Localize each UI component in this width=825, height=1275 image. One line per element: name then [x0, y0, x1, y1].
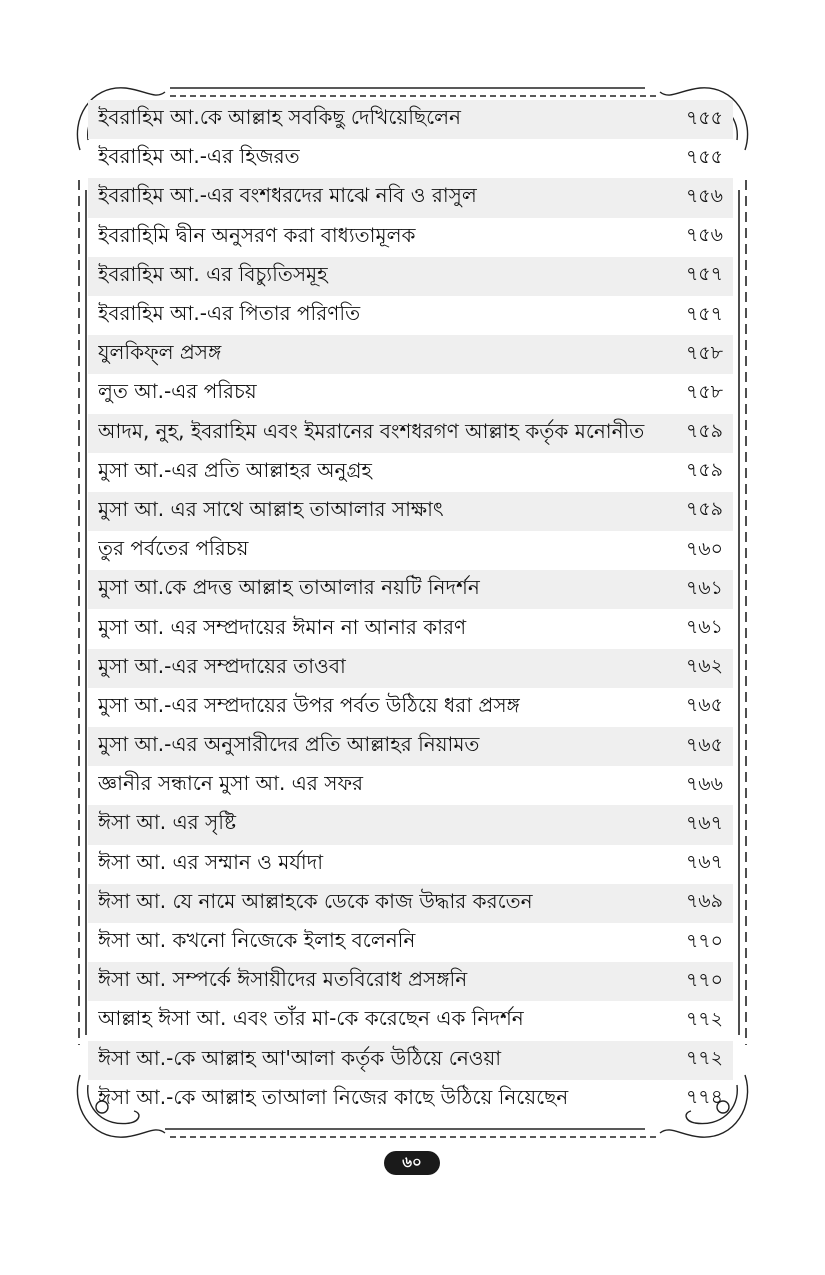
toc-entry[interactable]: [88, 1001, 733, 1040]
toc-entry-title: ইবরাহিম আ. এর বিচ্যুতিসমূহ: [98, 261, 328, 286]
toc-entry[interactable]: [88, 845, 733, 884]
toc-entry[interactable]: [88, 1080, 733, 1119]
toc-entry[interactable]: [88, 296, 733, 335]
toc-entry[interactable]: [88, 766, 733, 805]
toc-entry-title: মুসা আ. এর সম্প্রদায়ের ঈমান না আনার কারণ: [98, 614, 467, 639]
toc-entry-title: ইবরাহিম আ.কে আল্লাহ সবকিছু দেখিয়েছিলেন: [98, 105, 461, 130]
toc-entry-title: ঈসা আ. যে নামে আল্লাহকে ডেকে কাজ উদ্ধার করতেন: [98, 888, 533, 913]
toc-entry-title: আল্লাহ ঈসা আ. এবং তাঁর মা-কে করেছেন এক নিদর্শন: [98, 1006, 524, 1031]
toc-entry-page: ৭৫৯: [685, 459, 723, 482]
toc-entry-title: মুসা আ.-এর সম্প্রদায়ের উপর পর্বত উঠিয়ে ধরা প্রসঙ্গ: [98, 692, 520, 717]
toc-entry[interactable]: [88, 727, 733, 766]
toc-entry[interactable]: [88, 609, 733, 648]
toc-entry-page: ৭৬১: [685, 616, 723, 639]
toc-entry[interactable]: [88, 884, 733, 923]
toc-entry[interactable]: [88, 962, 733, 1001]
toc-entry-title: তুর পর্বতের পরিচয়: [98, 536, 249, 561]
toc-entry[interactable]: [88, 178, 733, 217]
toc-entry-title: ইবরাহিমি দ্বীন অনুসরণ করা বাধ্যতামূলক: [98, 222, 416, 247]
toc-entry-page: ৭৭০: [685, 929, 723, 952]
toc-entry-page: ৭৬৭: [685, 851, 723, 874]
toc-entry-page: ৭৬৫: [685, 733, 723, 756]
toc-entry-page: ৭৬২: [685, 655, 723, 678]
toc-entry-title: ইবরাহিম আ.-এর হিজরত: [98, 144, 300, 169]
toc-entry-page: ৭৫৮: [685, 341, 723, 364]
toc-entry[interactable]: [88, 374, 733, 413]
toc-entry[interactable]: [88, 100, 733, 139]
page-number-badge: [384, 1151, 440, 1175]
toc-entry-page: ৭৫৮: [685, 380, 723, 403]
toc-entry-page: ৭৫৭: [685, 302, 723, 325]
toc-entry-page: ৭৭০: [685, 968, 723, 991]
toc-entry[interactable]: [88, 805, 733, 844]
toc-entry-page: ৭৬০: [685, 537, 723, 560]
toc-entry-page: ৭৫৯: [685, 498, 723, 521]
toc-entry-title: ঈসা আ.-কে আল্লাহ তাআলা নিজের কাছে উঠিয়ে নিয়েছেন: [98, 1084, 569, 1109]
toc-entry-page: ৭৫৫: [685, 106, 723, 129]
toc-entry-page: ৭৫৬: [685, 184, 723, 207]
toc-entry[interactable]: [88, 492, 733, 531]
toc-entry-title: ঈসা আ. কখনো নিজেকে ইলাহ বলেননি: [98, 928, 416, 953]
toc-entry[interactable]: [88, 1041, 733, 1080]
toc-entry-title: মুসা আ.-এর সম্প্রদায়ের তাওবা: [98, 653, 346, 678]
toc-entry[interactable]: [88, 335, 733, 374]
toc-entry-page: ৭৭২: [685, 1007, 723, 1030]
toc-entry[interactable]: [88, 688, 733, 727]
toc-entry-page: ৭৬৫: [685, 694, 723, 717]
toc-entry-title: আদম, নুহ, ইবরাহিম এবং ইমরানের বংশধরগণ আল্লাহ কর্তৃক মনোনীত: [98, 418, 645, 443]
toc-entry[interactable]: [88, 139, 733, 178]
toc-entry-title: মুসা আ.-এর অনুসারীদের প্রতি আল্লাহর নিয়ামত: [98, 732, 480, 757]
toc-entry[interactable]: [88, 453, 733, 492]
toc-entry-page: ৭৬৭: [685, 811, 723, 834]
toc-entry[interactable]: [88, 923, 733, 962]
toc-entry[interactable]: [88, 257, 733, 296]
toc-entry[interactable]: [88, 649, 733, 688]
toc-entry-page: ৭৬৯: [685, 890, 723, 913]
toc-entry-title: যুলকিফ্‌ল প্রসঙ্গ: [98, 340, 222, 365]
toc-entry-title: ইবরাহিম আ.-এর বংশধরদের মাঝে নবি ও রাসুল: [98, 183, 477, 208]
toc-entry-page: ৭৫৬: [685, 224, 723, 247]
toc-entry-page: ৭৭৪: [685, 1086, 723, 1109]
toc-entry-title: মুসা আ.কে প্রদত্ত আল্লাহ তাআলার নয়টি নিদর্শন: [98, 575, 480, 600]
page-number: ৬০: [402, 1152, 422, 1171]
toc-entry-page: ৭৫৯: [685, 420, 723, 443]
toc-entry-page: ৭৬১: [685, 576, 723, 599]
toc-entry-title: মুসা আ.-এর প্রতি আল্লাহর অনুগ্রহ: [98, 457, 372, 482]
toc-entry-title: লুত আ.-এর পরিচয়: [98, 379, 257, 404]
toc-entry-title: ঈসা আ. এর সম্মান ও মর্যাদা: [98, 849, 324, 874]
toc-entry-title: জ্ঞানীর সন্ধানে মুসা আ. এর সফর: [98, 771, 364, 796]
toc-entry[interactable]: [88, 570, 733, 609]
toc-entry-page: ৭৭২: [685, 1047, 723, 1070]
toc-entry-title: ঈসা আ. সম্পর্কে ঈসায়ীদের মতবিরোধ প্রসঙ্গনি: [98, 967, 468, 992]
toc-entry-page: ৭৫৭: [685, 263, 723, 286]
toc-entry[interactable]: [88, 218, 733, 257]
toc-entry[interactable]: [88, 531, 733, 570]
toc-entry-title: ইবরাহিম আ.-এর পিতার পরিণতি: [98, 301, 361, 326]
table-of-contents: [88, 100, 733, 1119]
toc-entry-title: ঈসা আ. এর সৃষ্টি: [98, 810, 236, 835]
toc-entry-title: ঈসা আ.-কে আল্লাহ আ'আলা কর্তৃক উঠিয়ে নেওয়া: [98, 1045, 502, 1070]
toc-entry-page: ৭৬৬: [685, 772, 723, 795]
toc-entry-title: মুসা আ. এর সাথে আল্লাহ তাআলার সাক্ষাৎ: [98, 496, 444, 521]
toc-entry-page: ৭৫৫: [685, 145, 723, 168]
toc-entry[interactable]: [88, 414, 733, 453]
